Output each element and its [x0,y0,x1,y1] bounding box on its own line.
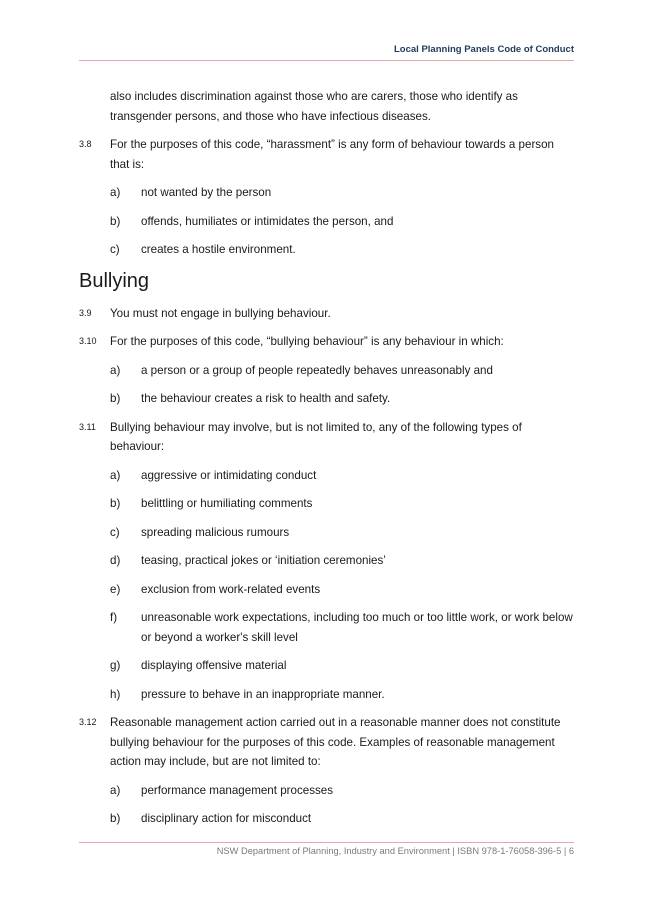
clause-text: For the purposes of this code, “harassment” is any form of behaviour towards a person that is: [110,138,554,171]
list-item [79,361,575,381]
clause-number: 3.11 [79,421,96,432]
list-item [79,466,575,486]
item-text: disciplinary action for misconduct [141,812,312,825]
item-label: a) [110,363,121,377]
clause-text: You must not engage in bullying behaviour. [110,306,331,320]
list-item [79,494,575,514]
list-item [79,608,575,647]
page-body [79,87,575,838]
clause-3-8 [79,135,575,174]
item-label: h) [110,687,121,701]
list-item [79,809,575,829]
footer-rule [79,842,574,843]
item-text: displaying offensive material [141,659,287,672]
list-item [79,389,575,409]
item-text: exclusion from work-related events [141,582,321,596]
list-item [79,656,575,676]
item-label: a) [110,468,121,482]
continued-paragraph: also includes discrimination against those who are carers, those who identify as transgender persons, and those who have infectious diseases. [110,90,518,123]
list-item [79,240,575,260]
item-text: belittling or humiliating comments [141,497,313,510]
page-footer: NSW Department of Planning, Industry and Environment | ISBN 978-1-76058-396-5 | 6 [216,846,574,856]
item-label: b) [110,214,121,228]
item-label: a) [110,186,121,199]
list-item [79,551,575,571]
item-label: c) [110,243,120,256]
item-text: performance management processes [141,783,334,797]
running-header: Local Planning Panels Code of Conduct [394,44,574,55]
item-label: d) [110,554,121,567]
item-label: c) [110,525,120,539]
item-text: not wanted by the person [141,186,272,199]
list-item [79,523,575,543]
clause-number: 3.9 [79,307,92,318]
list-item [79,183,575,203]
item-text: unreasonable work expectations, including too much or too little work, or work below or beyond a worker's skill level [141,611,573,644]
list-item [79,212,575,232]
item-label: a) [110,783,121,797]
clause-number: 3.12 [79,717,97,727]
clause-text: For the purposes of this code, “bullying behaviour” is any behaviour in which: [110,335,504,348]
item-label: b) [110,392,121,405]
clause-number: 3.10 [79,336,97,346]
item-label: f) [110,611,118,624]
item-label: e) [110,582,121,596]
clause-text: Reasonable management action carried out in a reasonable manner does not constitute bullying behaviour for the purposes of this code. Examples of reasonable management action may include, but are not limited to: [110,716,561,768]
item-label: b) [110,497,121,510]
clause-3-12 [79,713,575,772]
item-label: g) [110,659,121,672]
clause-text: Bullying behaviour may involve, but is not limited to, any of the following types of behaviour: [110,420,522,453]
item-text: aggressive or intimidating conduct [141,468,317,482]
list-item [79,580,575,600]
item-text: offends, humiliates or intimidates the person, and [141,214,394,228]
item-text: a person or a group of people repeatedly behaves unreasonably and [141,363,493,377]
clause-3-9 [79,304,575,324]
item-label: b) [110,812,121,825]
clause-3-10 [79,332,575,352]
header-rule [79,60,574,61]
item-text: creates a hostile environment. [141,243,296,256]
clause-number: 3.8 [79,139,92,149]
section-heading: Bullying [79,269,150,292]
item-text: spreading malicious rumours [141,525,290,539]
clause-3-11 [79,418,575,457]
list-item [79,685,575,705]
item-text: pressure to behave in an inappropriate manner. [141,687,385,701]
list-item [79,781,575,801]
item-text: teasing, practical jokes or ‘initiation ceremonies’ [141,554,386,567]
item-text: the behaviour creates a risk to health and safety. [141,392,391,405]
